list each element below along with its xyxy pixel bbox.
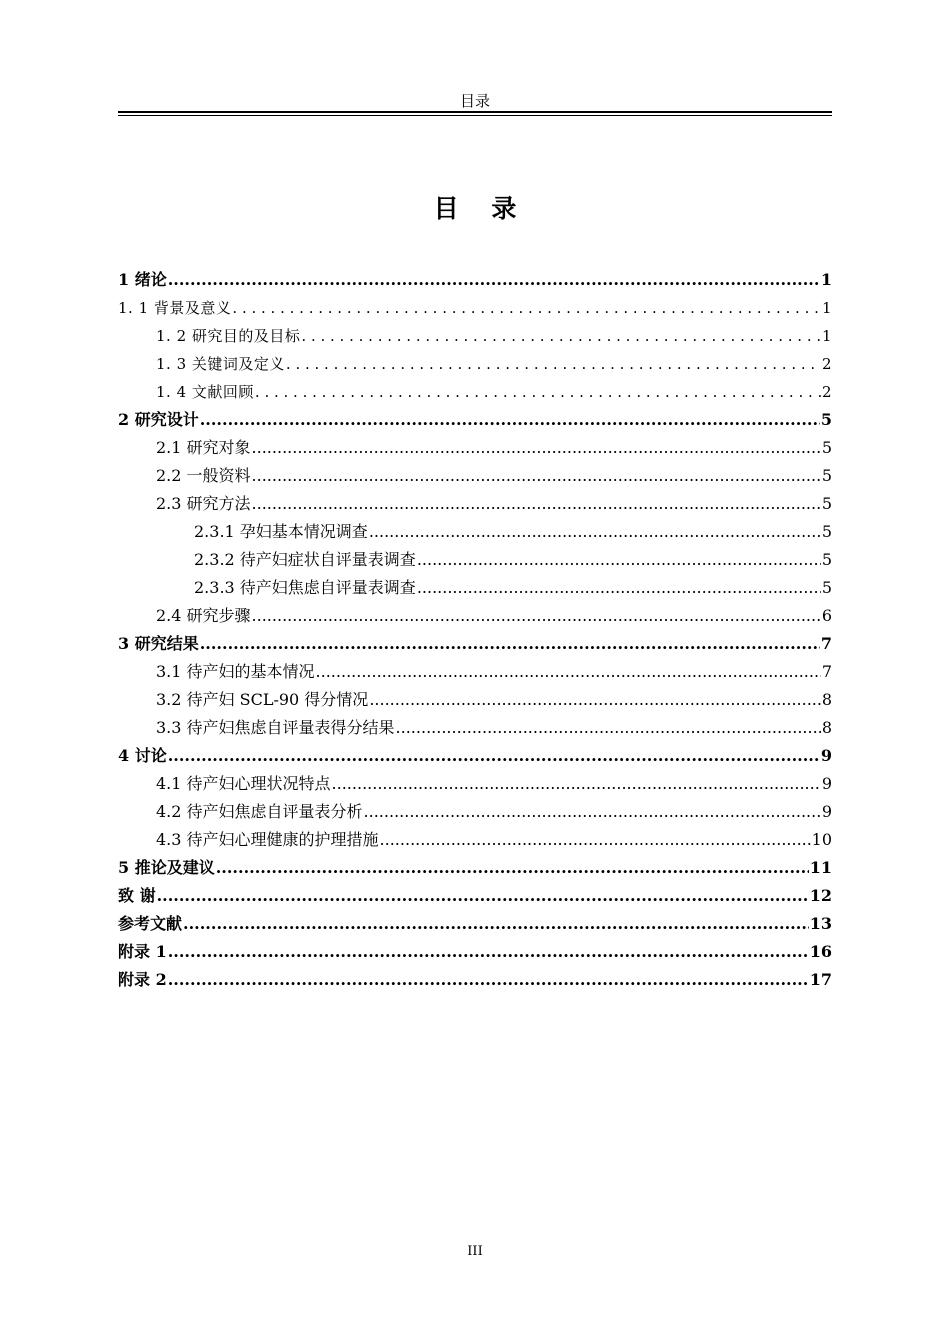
header-rule-thin — [118, 115, 832, 116]
toc-entry-page: 7 — [821, 662, 832, 681]
toc-entry-page: 7 — [820, 634, 832, 653]
toc-entry-label: 2.4 研究步骤 — [156, 606, 251, 625]
toc-entry-label: 1. 2 研究目的及目标 — [156, 327, 301, 345]
toc-entry-label: 3.3 待产妇焦虑自评量表得分结果 — [156, 718, 395, 737]
toc-entry-page: 5 — [820, 410, 832, 429]
toc-entry-2-3-3[interactable] — [118, 574, 832, 602]
toc-entry-label: 4.1 待产妇心理状况特点 — [156, 774, 331, 793]
dot-leader — [232, 294, 821, 322]
dot-leader — [380, 826, 811, 854]
toc-entry-page: 16 — [809, 942, 832, 961]
toc-entry-2-3[interactable] — [118, 490, 832, 518]
toc-title: 目 录 — [433, 194, 529, 223]
toc-entry-page: 5 — [821, 550, 832, 569]
dot-leader — [252, 434, 821, 462]
dot-leader — [252, 602, 821, 630]
toc-entry-page: 10 — [811, 830, 832, 849]
toc-entry-4-1[interactable] — [118, 770, 832, 798]
dot-leader — [369, 686, 821, 714]
toc-entry-4-2[interactable] — [118, 798, 832, 826]
toc-entry-label: 4.2 待产妇焦虑自评量表分析 — [156, 802, 363, 821]
toc-entry-2-3-2[interactable] — [118, 546, 832, 574]
toc-entry-2-3-1[interactable] — [118, 518, 832, 546]
dot-leader — [168, 742, 820, 770]
toc-entry-page: 9 — [821, 802, 832, 821]
toc-entry-label: 2.3.2 待产妇症状自评量表调查 — [194, 550, 416, 569]
table-of-contents — [118, 266, 832, 994]
dot-leader — [200, 630, 820, 658]
dot-leader — [332, 770, 821, 798]
toc-entry-label: 附录 2 — [118, 970, 167, 989]
toc-entry-3[interactable] — [118, 630, 832, 658]
dot-leader — [417, 546, 821, 574]
toc-entry-1-1[interactable] — [118, 294, 832, 322]
toc-entry-1-4[interactable] — [118, 378, 832, 406]
dot-leader — [396, 714, 821, 742]
toc-entry-label: 参考文献 — [118, 914, 183, 933]
toc-entry-label: 2.1 研究对象 — [156, 438, 251, 457]
toc-entry-label: 2.3.1 孕妇基本情况调查 — [194, 522, 368, 541]
toc-entry-page: 5 — [821, 438, 832, 457]
toc-entry-4-3[interactable] — [118, 826, 832, 854]
toc-entry-page: 11 — [809, 858, 832, 877]
dot-leader — [168, 938, 809, 966]
toc-entry-1[interactable] — [118, 266, 832, 294]
page-number: III — [467, 1244, 483, 1259]
toc-entry-acknowledgements[interactable] — [118, 882, 832, 910]
dot-leader — [200, 406, 820, 434]
dot-leader — [369, 518, 821, 546]
toc-entry-page: 2 — [821, 355, 832, 373]
toc-entry-appendix-2[interactable] — [118, 966, 832, 994]
toc-entry-page: 17 — [809, 970, 832, 989]
toc-entry-label: 3.1 待产妇的基本情况 — [156, 662, 315, 681]
toc-entry-label: 4 讨论 — [118, 746, 167, 765]
toc-entry-label: 1. 3 关键词及定义 — [156, 355, 285, 373]
toc-entry-2-4[interactable] — [118, 602, 832, 630]
toc-entry-2-1[interactable] — [118, 434, 832, 462]
dot-leader — [168, 266, 820, 294]
toc-entry-references[interactable] — [118, 910, 832, 938]
toc-entry-page: 5 — [821, 466, 832, 485]
toc-entry-page: 6 — [821, 606, 832, 625]
toc-entry-1-2[interactable] — [118, 322, 832, 350]
toc-entry-appendix-1[interactable] — [118, 938, 832, 966]
dot-leader — [255, 378, 821, 406]
toc-entry-2-2[interactable] — [118, 462, 832, 490]
dot-leader — [157, 882, 809, 910]
toc-entry-page: 8 — [821, 718, 832, 737]
header-rule — [118, 111, 832, 113]
toc-entry-5[interactable] — [118, 854, 832, 882]
dot-leader — [364, 798, 821, 826]
toc-entry-label: 1. 1 背景及意义 — [118, 299, 232, 317]
toc-entry-label: 3.2 待产妇 SCL-90 得分情况 — [156, 690, 369, 709]
toc-entry-page: 5 — [821, 522, 832, 541]
dot-leader — [252, 462, 821, 490]
dot-leader — [286, 350, 821, 378]
toc-entry-label: 1 绪论 — [118, 270, 167, 289]
toc-entry-1-3[interactable] — [118, 350, 832, 378]
toc-entry-label: 2.2 一般资料 — [156, 466, 251, 485]
dot-leader — [168, 966, 809, 994]
dot-leader — [301, 322, 821, 350]
toc-entry-label: 2 研究设计 — [118, 410, 199, 429]
toc-entry-label: 致 谢 — [118, 886, 156, 905]
toc-entry-3-3[interactable] — [118, 714, 832, 742]
toc-entry-2[interactable] — [118, 406, 832, 434]
toc-entry-page: 5 — [821, 578, 832, 597]
toc-entry-page: 13 — [809, 914, 832, 933]
dot-leader — [183, 910, 809, 938]
toc-entry-label: 5 推论及建议 — [118, 858, 215, 877]
toc-entry-page: 1 — [820, 270, 832, 289]
running-header: 目录 — [459, 92, 490, 110]
dot-leader — [252, 490, 821, 518]
toc-entry-label: 1. 4 文献回顾 — [156, 383, 254, 401]
toc-entry-label: 3 研究结果 — [118, 634, 199, 653]
toc-entry-page: 1 — [821, 299, 832, 317]
toc-entry-page: 8 — [821, 690, 832, 709]
toc-entry-label: 附录 1 — [118, 942, 167, 961]
dot-leader — [216, 854, 809, 882]
toc-entry-label: 4.3 待产妇心理健康的护理措施 — [156, 830, 379, 849]
dot-leader — [316, 658, 821, 686]
toc-entry-page: 1 — [821, 327, 832, 345]
toc-entry-page: 9 — [821, 774, 832, 793]
toc-entry-4[interactable] — [118, 742, 832, 770]
toc-entry-page: 9 — [820, 746, 832, 765]
toc-entry-3-1[interactable] — [118, 658, 832, 686]
toc-entry-page: 5 — [821, 494, 832, 513]
toc-entry-3-2[interactable] — [118, 686, 832, 714]
dot-leader — [417, 574, 821, 602]
toc-entry-page: 2 — [821, 383, 832, 401]
toc-entry-label: 2.3.3 待产妇焦虑自评量表调查 — [194, 578, 416, 597]
toc-entry-page: 12 — [809, 886, 832, 905]
toc-entry-label: 2.3 研究方法 — [156, 494, 251, 513]
